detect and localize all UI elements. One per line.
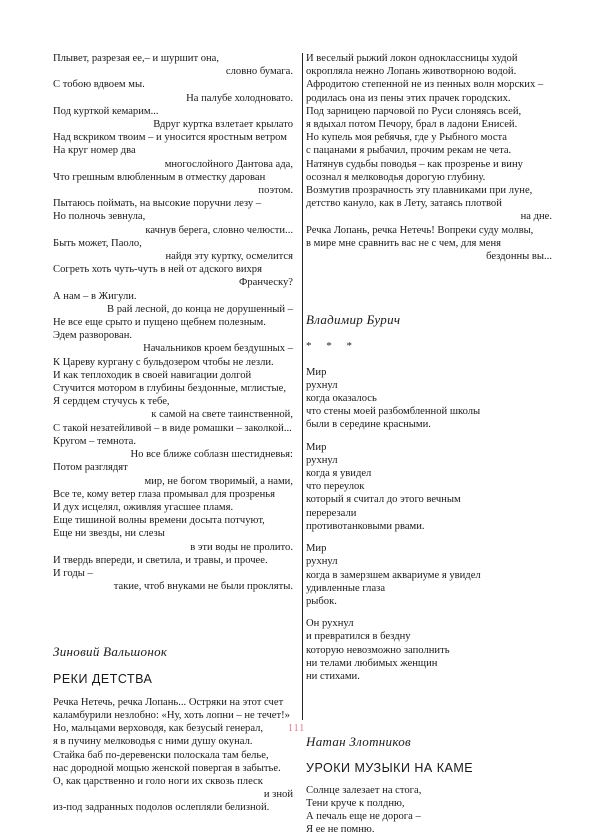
verse-line: осознал я мелководья дорогую глубину. [306, 171, 486, 183]
verse-line: Кругом – темнота. [53, 435, 136, 447]
verse-line: Что грешным влюбленным в отместку дарован [53, 171, 266, 183]
verse-line: Но полночь зевнула, [53, 211, 146, 223]
verse-line: Но купель моя ребячья, где у Рыбного моста [306, 132, 507, 144]
verse-line: были в середине красными. [306, 419, 431, 431]
verse-line: окропляла нежно Лопань животворною водой. [306, 66, 517, 78]
verse-line: и превратился в бездну [306, 631, 411, 643]
verse-line: К Цареву кургану с бульдозером чтобы не лезли. [53, 356, 274, 368]
verse-line: И веселый рыжий локон одноклассницы худой [306, 53, 518, 64]
verse-line: Мир [306, 441, 327, 453]
verse-line: Он рухнул [306, 618, 354, 630]
poem-title-2: УРОКИ МУЗЫКИ НА КАМЕ [306, 761, 474, 776]
verse-line: Я сердцем стучусь к тебе, [53, 396, 170, 408]
verse-line: что переулок [306, 481, 365, 493]
verse-line: детство кануло, как в Лету, затаясь плотвой [306, 198, 502, 210]
author-name: Зиновий Вальшонок [53, 644, 168, 660]
verse-line: я вдыхал потом Печору, брал в ладони Енисей. [306, 119, 518, 131]
verse-line: к самой на свете таинственной, [151, 409, 293, 421]
verse-line: С тобою вдвоем мы. [53, 79, 145, 91]
stanza [306, 366, 552, 432]
verse-line: Натянув судьбы поводья – как прозренье и вину [306, 158, 523, 170]
verse-line: когда я увидел [306, 468, 372, 480]
verse-line: многослойного Дантова ада, [164, 158, 293, 170]
verse-line: с пацанами я рыбачил, прочим рекам не чета. [306, 145, 512, 157]
verse-line: А печаль еще не дорога – [306, 810, 421, 822]
verse-line: ни стихами. [306, 670, 360, 682]
verse-line: Над вскриком твоим – и уносится яростным ветром [53, 132, 287, 144]
verse-line: Еще ни звезды, ни слезы [53, 528, 165, 540]
verse-line: нас дородной мощью женской повергая в забытье. [53, 762, 281, 774]
verse-line: когда в замерзшем аквариуме я увидел [306, 569, 481, 581]
stanza [306, 441, 552, 533]
verse-line: И дух исцелял, оживляя угасшее пламя. [53, 501, 234, 513]
verse-line: Мир [306, 543, 327, 555]
verse-line: найдя эту куртку, осмелится [165, 251, 293, 263]
verse-line: Стучится мотором в глубины бездонные, мглистые, [53, 383, 286, 395]
verse-line: рухнул [306, 454, 338, 466]
verse-line: И как теплоходик в своей навигации долгой [53, 369, 252, 381]
right-column [306, 52, 552, 836]
verse-line: каламбурили незлобно: «Ну, хоть лопни – не течет!» [53, 709, 290, 721]
verse-line: Вдруг куртка взлетает крылато [153, 119, 293, 131]
verse-line: рыбок. [306, 595, 337, 607]
verse-line: Быть может, Паоло, [53, 237, 142, 249]
verse-line: Не все еще срыто и пущено щебнем полезным. [53, 317, 266, 329]
verse-line: На палубе холодновато. [186, 92, 293, 104]
verse-line: Начальников кроем бездушных – [143, 343, 293, 355]
verse-line: О, как царственно и голо ноги их сквозь плеск [53, 775, 263, 787]
verse-line: в мире мне сравнить вас не с чем, для меня [306, 237, 502, 249]
verse-line: бездонны вы... [486, 251, 552, 263]
verse-line: Речка Лопань, речка Нетечь! Вопреки суду молвы, [306, 224, 534, 236]
poem-continuation [306, 52, 552, 263]
verse-line: я в пучину мелководья с ними душу окунал. [53, 736, 253, 748]
verse-line: поэтом. [258, 185, 293, 197]
verse-line: Согреть хоть чуть-чуть в ней от адского вихря [53, 264, 262, 276]
verse-line: противотанковыми рвами. [306, 520, 425, 532]
verse-line: что стены моей разбомбленной школы [306, 406, 481, 418]
stanza [306, 617, 552, 683]
verse-line: перерезали [306, 507, 357, 519]
verse-line: Речка Нетечь, речка Лопань... Остряки на этот счет [53, 696, 284, 708]
verse-line: И годы – [53, 567, 93, 579]
verse-line: который я считал до этого вечным [306, 494, 461, 506]
verse-line: Но все ближе соблазн шестидневья: [130, 449, 293, 461]
verse-line: На круг номер два [53, 145, 136, 157]
verse-line: Мир [306, 366, 327, 378]
verse-line: Возмутив прозрачность эту плавниками при луне, [306, 185, 533, 197]
poem-title: РЕКИ ДЕТСТВА [53, 671, 153, 686]
verse-line: Еще тишиной волны времени досыта потчуют, [53, 515, 265, 527]
author-name: Владимир Бурич [306, 312, 401, 328]
verse-line: качнув берега, словно челюсти... [145, 224, 293, 236]
verse-line: когда оказалось [306, 393, 377, 405]
verse-line: и зной [263, 789, 293, 801]
poem-body [53, 696, 293, 815]
verse-line: А нам – в Жигули. [53, 290, 137, 302]
left-column [53, 52, 293, 815]
author-name-2: Натан Злотников [306, 734, 411, 750]
verse-line: из-под задранных подолов ослепляли белизной. [53, 802, 270, 814]
verse-line: ни телами любимых женщин [306, 657, 438, 669]
verse-line: С такой незатейливой – в виде ромашки – заколкой... [53, 422, 292, 434]
verse-line: Плывет, разрезая ее,– и шуршит она, [53, 53, 220, 64]
verse-line: Я ее не помню. [306, 824, 375, 836]
verse-line: Франческу? [238, 277, 293, 289]
verse-line: Под курткой кемарим... [53, 105, 159, 117]
verse-line: И твердь впереди, и светила, и травы, и прочее. [53, 554, 268, 566]
poem-body [306, 366, 552, 683]
verse-line: мир, не богом творимый, а нами, [144, 475, 293, 487]
untitled-stars: * * * [306, 340, 358, 353]
poem-body-2 [306, 784, 552, 836]
poem-continuation [53, 52, 293, 593]
verse-line: родилась она из пены этих прачек городских. [306, 92, 511, 104]
stanza [306, 542, 552, 608]
verse-line: Афродитою степенной не из пенных волн морских – [306, 79, 544, 91]
verse-line: словно бумага. [225, 66, 293, 78]
verse-line: Под зарницею парчовой по Руси слоняясь всей, [306, 105, 522, 117]
verse-line: В рай лесной, до конца не дорушенный – [107, 303, 293, 315]
verse-line: Эдем разворован. [53, 330, 133, 342]
verse-line: такие, чтоб внуками не были прокляты. [113, 581, 293, 593]
verse-line: Солнце залезает на стога, [306, 784, 422, 796]
verse-line: Но, мальцами верховодя, как безусый генерал, [53, 723, 264, 735]
column-divider [302, 53, 303, 720]
verse-line: которую невозможно заполнить [306, 644, 450, 656]
verse-line: удивленные глаза [306, 582, 386, 594]
page-number: 111 [288, 723, 306, 734]
verse-line: рухнул [306, 556, 338, 568]
verse-line: рухнул [306, 379, 338, 391]
verse-line: Пытаюсь поймать, на высокие поручни лезу – [53, 198, 262, 210]
verse-line: Все те, кому ветер глаза промывал для прозренья [53, 488, 275, 500]
verse-line: Потом разглядят [53, 462, 128, 474]
verse-line: Тени круче к полдню, [306, 797, 405, 809]
verse-line: на дне. [520, 211, 552, 223]
verse-line: в эти воды не пролито. [190, 541, 293, 553]
verse-line: Стайка баб по-деревенски полоскала там белье, [53, 749, 269, 761]
